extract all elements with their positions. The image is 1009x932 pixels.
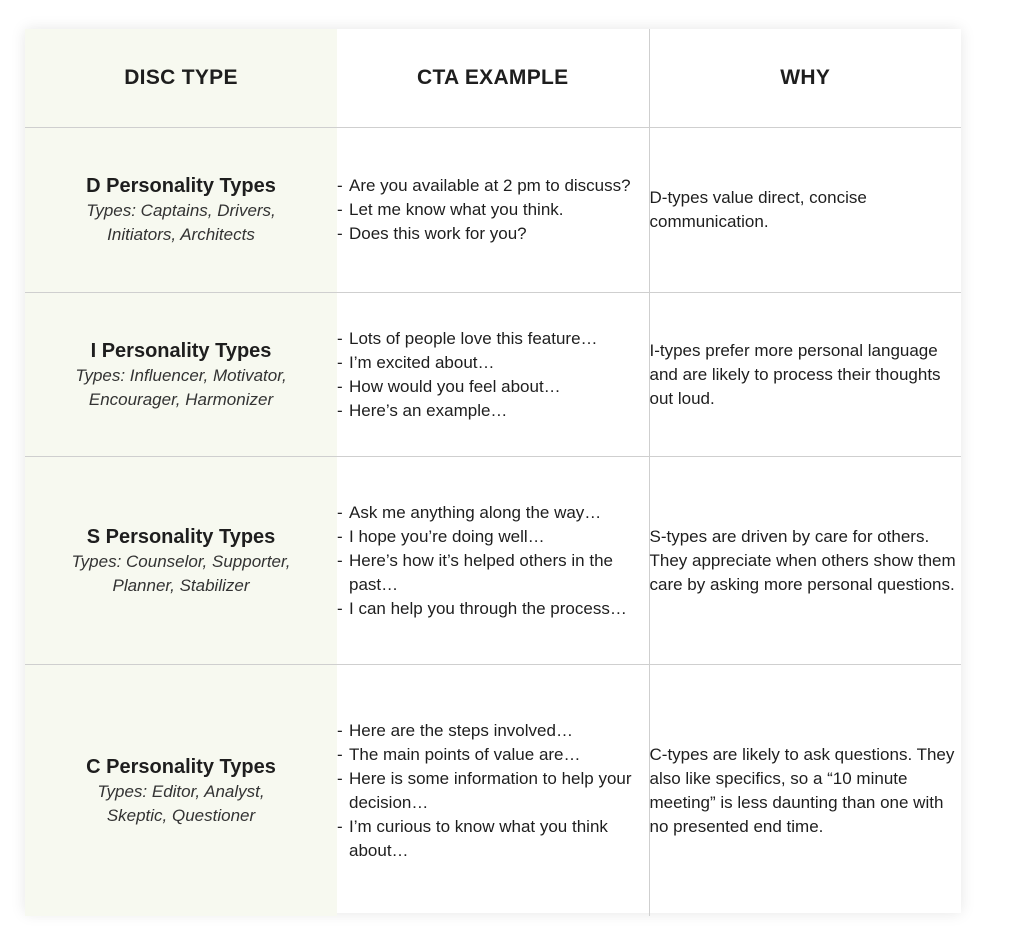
type-name: C Personality Types <box>86 755 276 778</box>
disc-table-card <box>25 29 961 913</box>
cta-list <box>337 719 649 863</box>
why-cell: I-types prefer more personal language and are likely to process their thoughts out loud. <box>649 293 961 457</box>
type-subtypes-line-1: Types: Influencer, Motivator, <box>75 365 287 385</box>
cta-item: - Ask me anything along the way… <box>337 501 649 525</box>
type-subtypes-line-2: Skeptic, Questioner <box>106 805 256 825</box>
header-cta-example: CTA EXAMPLE <box>337 29 649 128</box>
cta-item: - Let me know what you think. <box>337 198 649 222</box>
type-subtypes-line-2: Planner, Stabilizer <box>112 575 250 595</box>
cta-item: - Here’s an example… <box>337 399 649 423</box>
table-row <box>25 457 961 665</box>
cta-item: - Lots of people love this feature… <box>337 327 649 351</box>
table-row <box>25 128 961 293</box>
type-subtypes-line-1: Types: Editor, Analyst, <box>97 781 265 801</box>
cta-item: - Here’s how it’s helped others in the past… <box>337 549 649 597</box>
cta-item: - Here is some information to help your decision… <box>337 767 649 815</box>
cta-example-cell <box>337 457 649 665</box>
cta-example-cell <box>337 128 649 293</box>
disc-type-cell <box>25 665 337 917</box>
header-why: WHY <box>649 29 961 128</box>
disc-type-cell <box>25 128 337 293</box>
cta-example-cell <box>337 665 649 917</box>
type-subtypes-line-2: Encourager, Harmonizer <box>88 389 274 409</box>
cta-item: - I’m curious to know what you think about… <box>337 815 649 863</box>
cta-list <box>337 327 649 423</box>
type-subtypes-line-1: Types: Captains, Drivers, <box>86 201 276 220</box>
why-cell: D-types value direct, concise communication. <box>649 128 961 293</box>
cta-item: - I hope you’re doing well… <box>337 525 649 549</box>
cta-item: - I can help you through the process… <box>337 597 649 621</box>
cta-list <box>337 174 649 246</box>
type-subtypes-line-1: Types: Counselor, Supporter, <box>71 551 291 571</box>
why-cell: S-types are driven by care for others. They appreciate when others show them care by asking more personal questions. <box>649 457 961 665</box>
type-name: I Personality Types <box>90 339 272 362</box>
header-disc-type: DISC TYPE <box>25 29 337 128</box>
cta-item: - Are you available at 2 pm to discuss? <box>337 174 649 198</box>
table-header-row <box>25 29 961 128</box>
cta-item: - Does this work for you? <box>337 222 649 246</box>
cta-item: - I’m excited about… <box>337 351 649 375</box>
disc-type-cell <box>25 457 337 665</box>
type-name: S Personality Types <box>86 525 276 548</box>
why-cell: C-types are likely to ask questions. They also like specifics, so a “10 minute meeting” is less daunting than one with no presented end time. <box>649 665 961 917</box>
cta-item: - The main points of value are… <box>337 743 649 767</box>
cta-item: - How would you feel about… <box>337 375 649 399</box>
cta-list <box>337 501 649 621</box>
cta-item: - Here are the steps involved… <box>337 719 649 743</box>
disc-cta-table <box>25 29 961 916</box>
type-subtypes-line-2: Initiators, Architects <box>107 225 255 244</box>
table-row <box>25 665 961 917</box>
type-name: D Personality Types <box>86 175 276 197</box>
disc-type-cell <box>25 293 337 457</box>
table-row <box>25 293 961 457</box>
cta-example-cell <box>337 293 649 457</box>
